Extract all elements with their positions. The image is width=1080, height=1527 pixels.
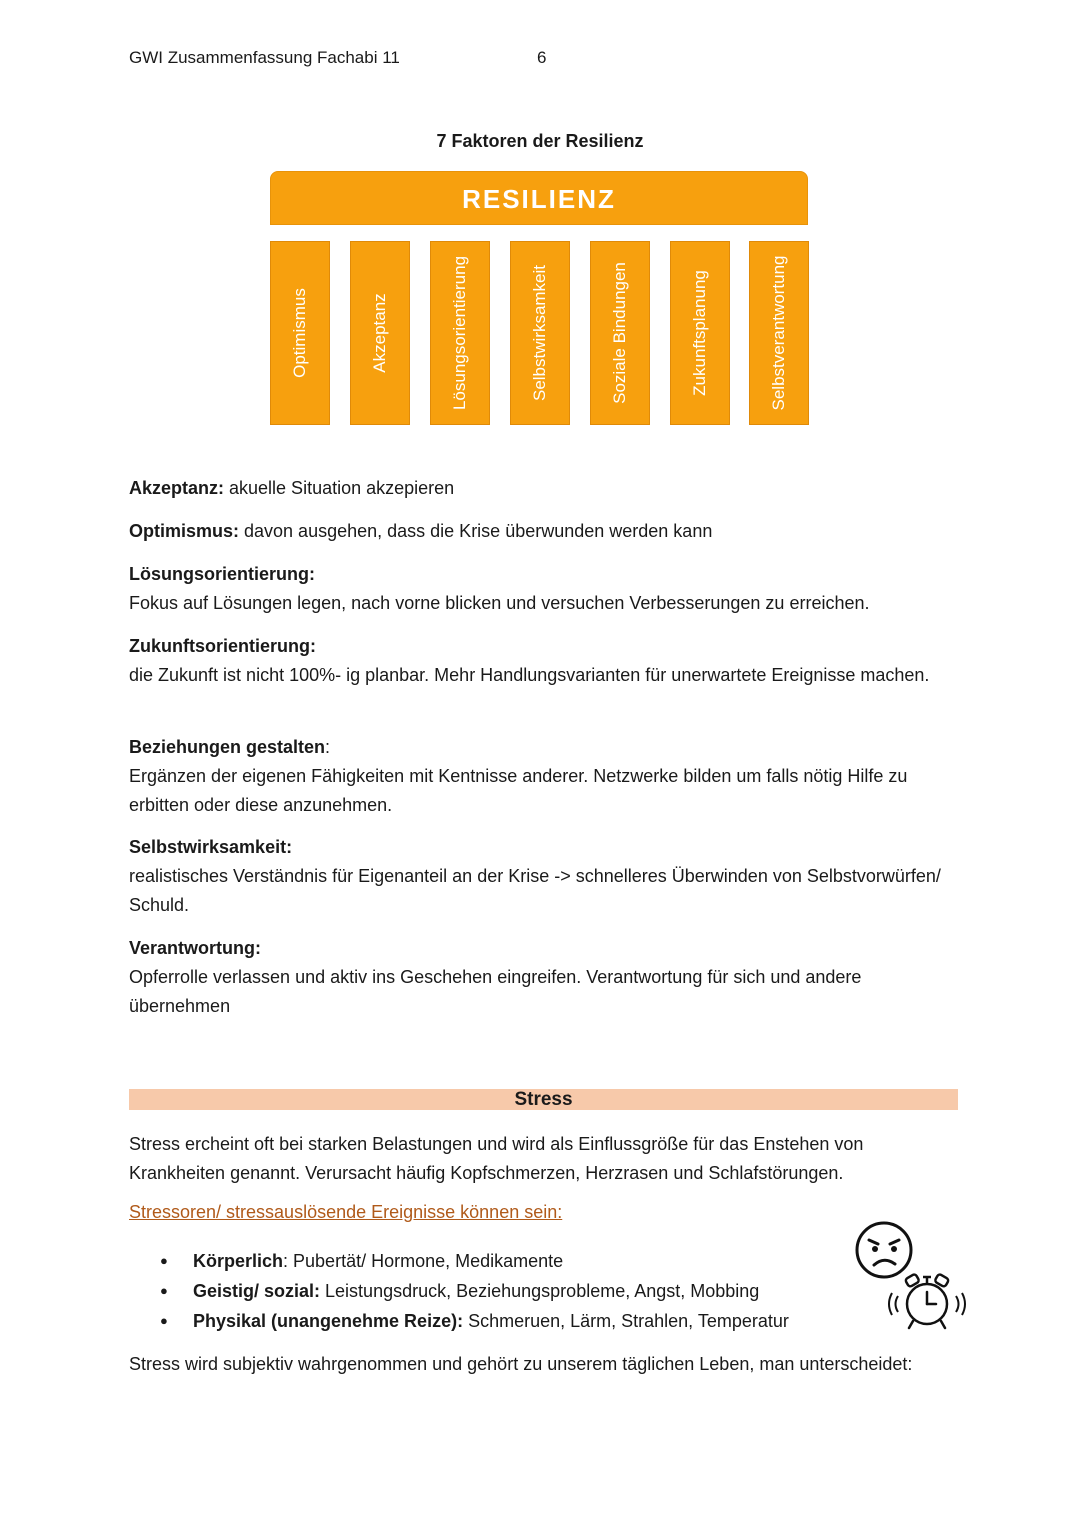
stress-heading: Stress: [129, 1089, 958, 1110]
pillar-optimismus: [270, 241, 330, 425]
definition-beziehungen: [129, 733, 959, 820]
document-title: GWI Zusammenfassung Fachabi 11: [129, 48, 400, 67]
temple-roof: RESILIENZ: [270, 171, 808, 225]
pillar-label: Optimismus: [290, 288, 309, 378]
stress-closing: Stress wird subjektiv wahrgenommen und gehört zu unserem täglichen Leben, man unterscheidet:: [129, 1354, 913, 1374]
definition-zukunftsorientierung: [129, 632, 959, 690]
pillar-label: Selbstverantwortung: [769, 255, 788, 411]
definition-text: Ergänzen der eigenen Fähigkeiten mit Kentnisse anderer. Netzwerke bilden um falls nötig Hilfe zu erbitten oder diese anzunehmen.: [129, 766, 908, 815]
pillar-label: Lösungsorientierung: [450, 255, 469, 411]
definition-text: realistisches Verständnis für Eigenanteil an der Krise -> schnelleres Überwinden von Selbstvorwürfen/ Schuld.: [129, 866, 941, 915]
definition-text: die Zukunft ist nicht 100%- ig planbar. Mehr Handlungsvarianten für unerwartete Ereignisse machen.: [129, 665, 930, 685]
definition-loesungsorientierung: [129, 560, 959, 618]
pillar-loesungsorientierung: [430, 241, 490, 425]
definition-text: Opferrolle verlassen und aktiv ins Geschehen eingreifen. Verantwortung für sich und andere übernehmen: [129, 967, 862, 1016]
stressoren-heading: Stressoren/ stressauslösende Ereignisse können sein:: [129, 1202, 563, 1222]
resilience-temple-diagram: [270, 171, 810, 427]
bullet-term: Geistig/ sozial:: [193, 1281, 321, 1301]
definition-verantwortung: [129, 934, 959, 1021]
page-header: [129, 48, 949, 72]
page-number: 6: [537, 48, 547, 67]
pillar-label: Selbstwirksamkeit: [530, 264, 549, 402]
pillar-label: Zukunftsplanung: [690, 270, 709, 396]
pillar-selbstverantwortung: [749, 241, 809, 425]
definition-akzeptanz: [129, 474, 959, 503]
stressoren-list: [160, 1246, 789, 1336]
definition-term: Akzeptanz:: [129, 478, 225, 498]
definition-term: Beziehungen gestalten: [129, 737, 326, 757]
bullet-text: Leistungsdruck, Beziehungsprobleme, Angst, Mobbing: [320, 1281, 760, 1301]
bullet-text: Schmeruen, Lärm, Strahlen, Temperatur: [463, 1311, 789, 1331]
bullet-text: : Pubertät/ Hormone, Medikamente: [283, 1251, 564, 1271]
pillar-soziale-bindungen: [590, 241, 650, 425]
pillar-akzeptanz: [350, 241, 410, 425]
pillar-label: Akzeptanz: [370, 293, 389, 373]
pillar-label: Soziale Bindungen: [610, 262, 629, 404]
pillar-selbstwirksamkeit: [510, 241, 570, 425]
bullet-term: Körperlich: [193, 1251, 284, 1271]
definition-term: Optimismus:: [129, 521, 240, 541]
definition-text: davon ausgehen, dass die Krise überwunden werden kann: [239, 521, 713, 541]
definition-colon: :: [325, 737, 331, 757]
definition-term: Lösungsorientierung:: [129, 564, 315, 584]
definition-text: akuelle Situation akzepieren: [224, 478, 455, 498]
definition-term: Verantwortung:: [129, 938, 262, 958]
list-item: [160, 1276, 789, 1306]
definition-term: Zukunftsorientierung:: [129, 636, 316, 656]
alarm-clock-icon: [882, 1268, 970, 1334]
bullet-term: Physikal (unangenehme Reize):: [193, 1311, 464, 1331]
definition-text: Fokus auf Lösungen legen, nach vorne blicken und versuchen Verbesserungen zu erreichen.: [129, 593, 870, 613]
definition-term: Selbstwirksamkeit:: [129, 837, 293, 857]
list-item: [160, 1306, 789, 1336]
list-item: [160, 1246, 789, 1276]
definition-selbstwirksamkeit: [129, 833, 959, 920]
figure-title: 7 Faktoren der Resilienz: [436, 131, 644, 151]
stress-intro: Stress ercheint oft bei starken Belastungen und wird als Einflussgröße für das Enstehen von Krankheiten genannt. Verursacht häufig Kopfschmerzen, Herzrasen und Schlafstörungen.: [129, 1134, 864, 1183]
pillar-zukunftsplanung: [670, 241, 730, 425]
definition-optimismus: [129, 517, 959, 546]
